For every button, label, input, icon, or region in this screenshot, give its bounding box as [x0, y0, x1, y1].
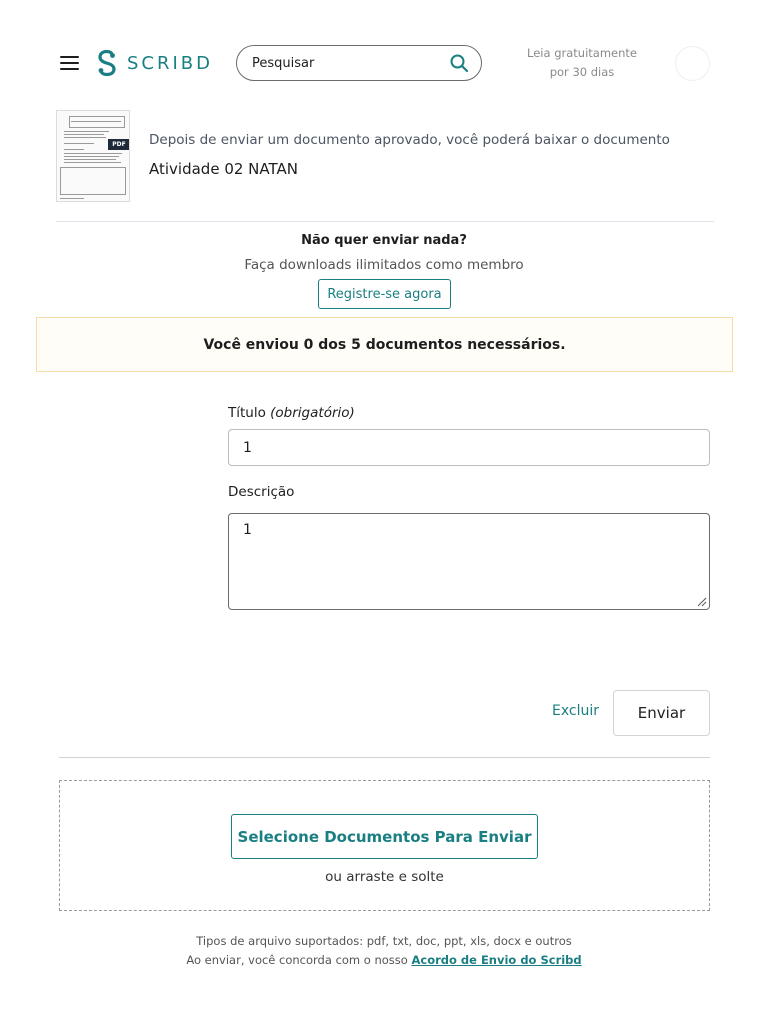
promo-line-1: Leia gratuitamente — [527, 46, 637, 60]
title-label-text: Título — [228, 405, 266, 421]
scribd-logo-icon — [96, 50, 118, 76]
thumbnail-line — [64, 143, 94, 144]
agreement-text — [0, 953, 768, 967]
resize-handle-icon[interactable] — [697, 597, 707, 607]
upload-requirement-notice — [36, 317, 733, 372]
scribd-logo[interactable] — [96, 50, 213, 76]
document-title: Atividade 02 NATAN — [149, 160, 298, 178]
upload-dropzone[interactable] — [59, 780, 710, 911]
notice-text: Você enviou 0 dos 5 documentos necessários. — [203, 336, 566, 353]
thumbnail-line — [64, 137, 106, 138]
free-trial-promo[interactable] — [516, 44, 648, 82]
search-input[interactable] — [252, 56, 449, 71]
thumbnail-line — [71, 121, 121, 122]
title-label — [228, 405, 355, 421]
title-required-text: (obrigatório) — [270, 405, 355, 421]
hamburger-menu-icon[interactable] — [60, 56, 79, 70]
thumbnail-line — [64, 156, 119, 157]
user-avatar[interactable] — [675, 46, 710, 81]
thumbnail-header-box — [69, 116, 125, 128]
upload-agreement-link[interactable]: Acordo de Envio do Scribd — [411, 953, 582, 967]
thumbnail-line — [64, 162, 121, 163]
description-input[interactable] — [228, 513, 710, 610]
thumbnail-line — [64, 153, 122, 154]
search-icon[interactable] — [449, 53, 469, 73]
send-button[interactable]: Enviar — [613, 690, 710, 736]
thumbnail-line — [64, 131, 109, 132]
description-label: Descrição — [228, 484, 295, 500]
divider — [56, 221, 714, 222]
download-note: Depois de enviar um documento aprovado, você poderá baixar o documento — [149, 132, 670, 148]
logo-text: SCRIBD — [127, 52, 214, 74]
divider — [59, 757, 710, 758]
drag-drop-text: ou arraste e solte — [325, 869, 444, 885]
thumbnail-line — [64, 149, 84, 150]
pdf-badge: PDF — [108, 139, 130, 150]
thumbnail-line — [64, 159, 116, 160]
promo-line-2: por 30 dias — [549, 65, 615, 79]
delete-link[interactable]: Excluir — [552, 703, 599, 719]
register-button[interactable]: Registre-se agora — [318, 279, 451, 309]
select-documents-button[interactable]: Selecione Documentos Para Enviar — [231, 814, 538, 859]
register-heading: Não quer enviar nada? — [301, 233, 467, 248]
agreement-prefix: Ao enviar, você concorda com o nosso — [186, 953, 408, 967]
supported-types-text: Tipos de arquivo suportados: pdf, txt, doc, ppt, xls, docx e outros — [196, 934, 572, 948]
document-thumbnail — [56, 110, 130, 202]
title-input[interactable] — [228, 429, 710, 466]
thumbnail-line — [64, 134, 104, 135]
thumbnail-table-box — [60, 167, 126, 195]
thumbnail-line — [60, 198, 84, 199]
register-subtitle: Faça downloads ilimitados como membro — [244, 257, 524, 273]
search-box[interactable] — [236, 45, 482, 81]
